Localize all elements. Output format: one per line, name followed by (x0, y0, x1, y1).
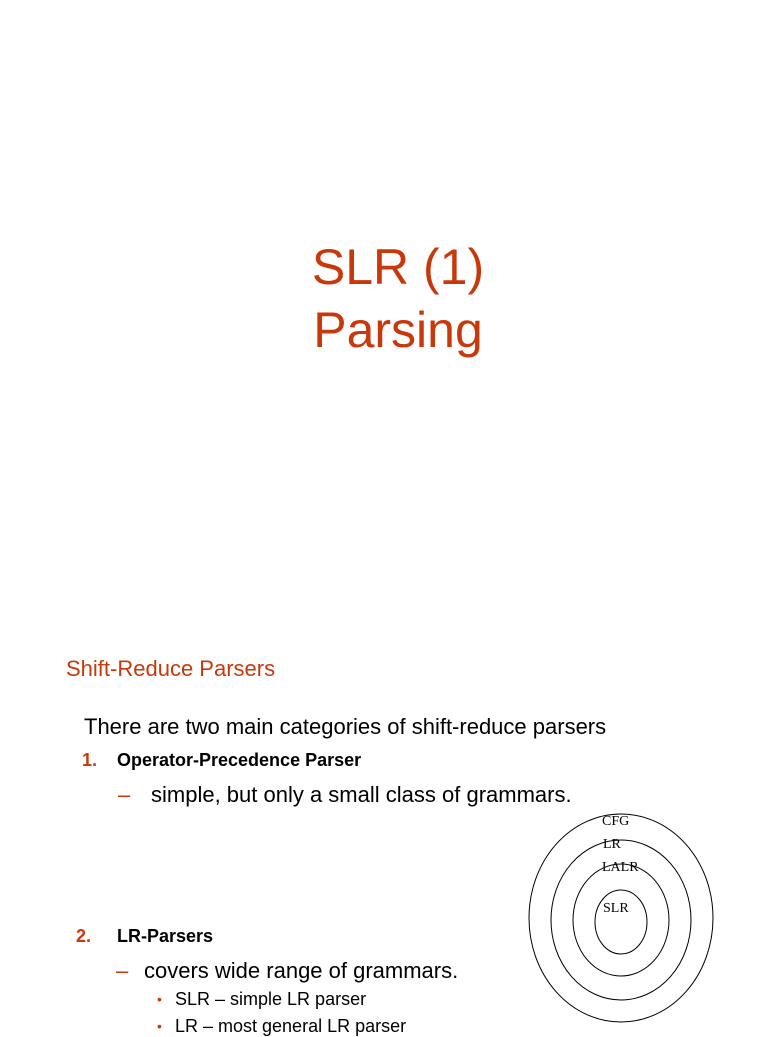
list-item-title-1: Operator-Precedence Parser (117, 750, 362, 770)
venn-label-slr: SLR (603, 901, 629, 916)
bullet-text-1: SLR – simple LR parser (175, 989, 367, 1009)
list-item-sub-1: simple, but only a small class of grammars. (151, 782, 572, 807)
slide-heading: Shift-Reduce Parsers (66, 656, 276, 681)
slide-title-line-1: SLR (1) (311, 239, 485, 295)
intro-text: There are two main categories of shift-reduce parsers (84, 714, 607, 739)
list-item-sub-2: covers wide range of grammars. (144, 958, 459, 983)
slide-title-line-2: Parsing (313, 302, 483, 358)
content-slide (0, 640, 768, 1036)
cfg-ellipse (529, 814, 713, 1022)
list-item-title-2: LR-Parsers (117, 926, 214, 946)
lalr-ellipse (573, 864, 669, 976)
list-number-2: 2. (76, 926, 92, 946)
bullet-marker-1: • (157, 991, 162, 1007)
venn-label-cfg: CFG (602, 814, 630, 829)
slr-ellipse (595, 890, 647, 954)
list-number-1: 1. (82, 750, 98, 770)
dash-marker-1: – (118, 782, 131, 807)
bullet-text-2: LR – most general LR parser (175, 1016, 407, 1036)
dash-marker-2: – (116, 958, 129, 983)
venn-label-lalr: LALR (602, 860, 639, 875)
venn-label-lr: LR (603, 837, 621, 852)
bullet-marker-2: • (157, 1018, 162, 1034)
grammar-class-diagram-svg (526, 812, 716, 1024)
grammar-class-diagram (526, 812, 716, 1024)
